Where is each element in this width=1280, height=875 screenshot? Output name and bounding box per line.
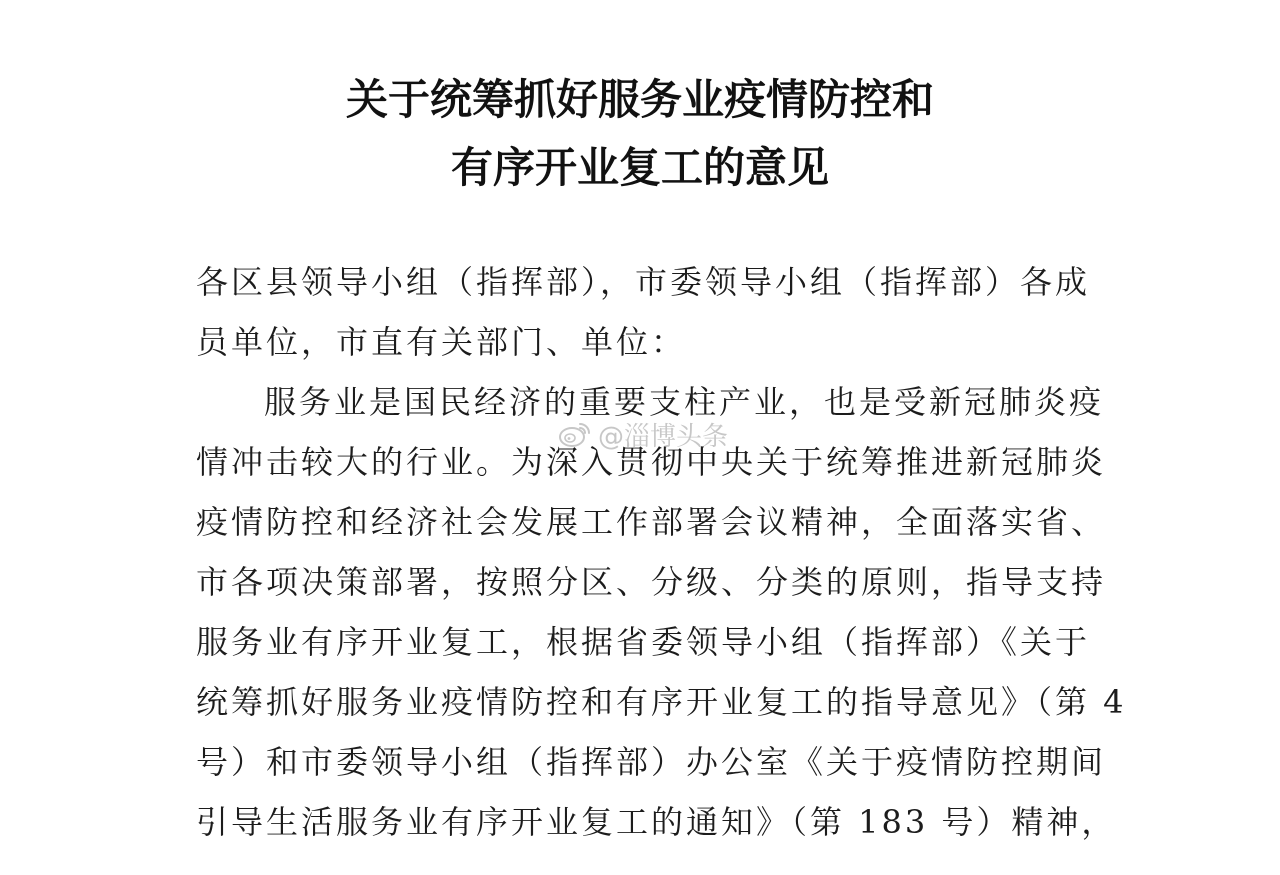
- body-line: 疫情防控和经济社会发展工作部署会议精神，全面落实省、: [196, 503, 1107, 541]
- title-line: 有序开业复工的意见: [450, 143, 829, 192]
- body-line: 情冲击较大的行业。为深入贯彻中央关于统筹推进新冠肺炎: [196, 443, 1107, 481]
- body-line: 服务业有序开业复工，根据省委领导小组（指挥部）《关于: [196, 623, 1091, 661]
- body-line: 员单位，市直有关部门、单位：: [196, 323, 687, 361]
- body-line: 各区县领导小组（指挥部），市委领导小组（指挥部）各成: [196, 263, 1091, 301]
- body-line: 号）和市委领导小组（指挥部）办公室《关于疫情防控期间: [196, 743, 1107, 781]
- body-line: 统筹抓好服务业疫情防控和有序开业复工的指导意见》（第 4: [196, 683, 1127, 721]
- body-line: 市各项决策部署，按照分区、分级、分类的原则，指导支持: [196, 563, 1107, 601]
- title-line: 关于统筹抓好服务业疫情防控和: [345, 75, 934, 124]
- body-line: 服务业是国民经济的重要支柱产业，也是受新冠肺炎疫: [264, 383, 1105, 421]
- document-title: [0, 66, 1280, 202]
- document-body: [196, 252, 1127, 852]
- body-line: 引导生活服务业有序开业复工的通知》（第 183 号）精神，: [196, 803, 1117, 841]
- watermark-text: @淄博头条: [598, 421, 729, 452]
